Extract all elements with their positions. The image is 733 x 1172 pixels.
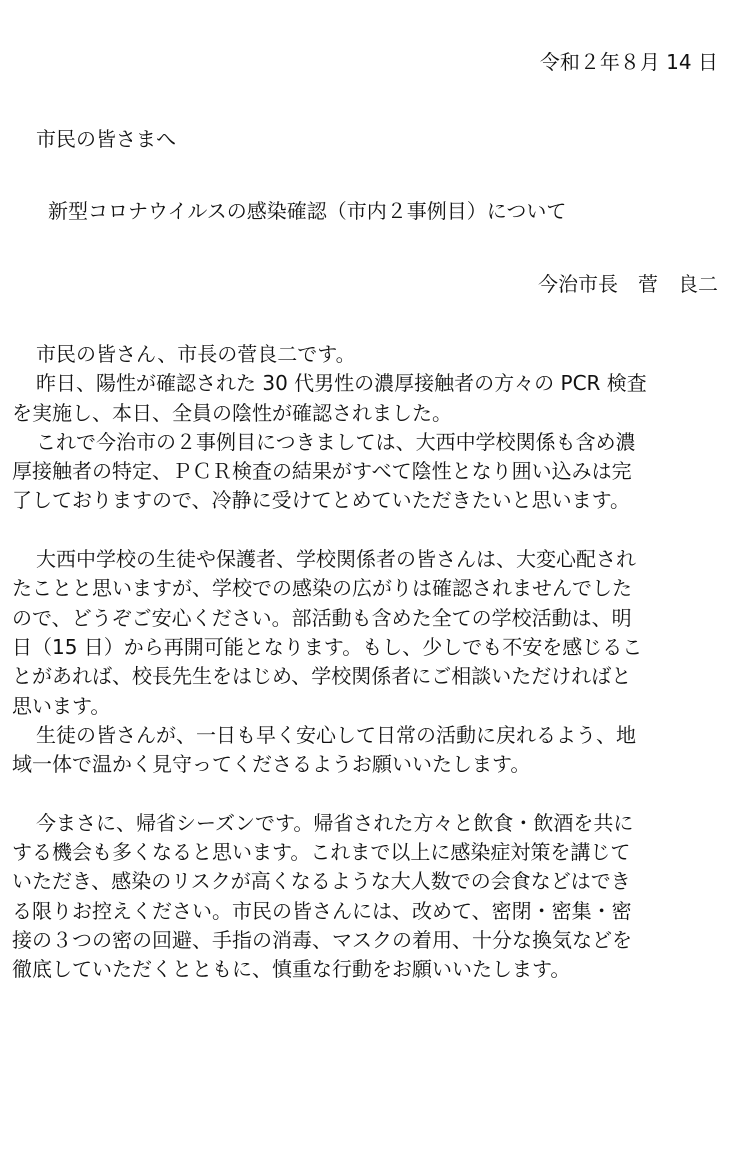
text-line: いただき、感染のリスクが高くなるような大人数での会食などはでき	[12, 869, 631, 894]
text-line: 市民の皆さん、市長の菅良二です。	[36, 342, 356, 366]
text-line: 生徒の皆さんが、一日も早く安心して日常の活動に戻れるよう、地	[36, 722, 636, 747]
text-line: 昨日、陽性が確認された 30 代男性の濃厚接触者の方々の PCR 検査	[36, 371, 647, 396]
document-subject: 新型コロナウイルスの感染確認（市内２事例目）について	[48, 199, 567, 223]
text-line: とがあれば、校長先生をはじめ、学校関係者にご相談いただければと	[12, 664, 632, 689]
text-line: する機会も多くなると思います。これまで以上に感染症対策を講じて	[12, 840, 631, 865]
text-line: 大西中学校の生徒や保護者、学校関係者の皆さんは、大変心配され	[36, 547, 636, 572]
text-line: 日（15 日）から再開可能となります。もし、少しでも不安を感じるこ	[12, 634, 643, 659]
addressee: 市民の皆さまへ	[36, 127, 176, 151]
signature: 今治市長 菅 良二	[538, 272, 718, 296]
paragraph-community	[12, 721, 718, 780]
paragraph-homecoming	[12, 809, 718, 985]
paragraph-containment	[12, 428, 718, 516]
text-line: これで今治市の２事例目につきましては、大西中学校関係も含め濃	[36, 429, 636, 454]
paragraph-school	[12, 545, 718, 721]
text-line: たことと思いますが、学校での感染の広がりは確認されませんでした	[12, 576, 632, 601]
text-line: 今まさに、帰省シーズンです。帰省された方々と飲食・飲酒を共に	[36, 810, 634, 835]
text-line: 域一体で温かく見守ってくださるようお願いいたします。	[12, 752, 531, 777]
document-date: 令和２年８月 14 日	[539, 50, 718, 74]
text-line: 接の３つの密の回避、手指の消毒、マスクの着用、十分な換気などを	[12, 927, 632, 952]
paragraph-greeting	[12, 340, 718, 369]
text-line: る限りお控えください。市民の皆さんには、改めて、密閉・密集・密	[12, 898, 632, 923]
text-line: 思います。	[12, 693, 111, 718]
paragraph-pcr-results	[12, 369, 718, 428]
document-body	[12, 340, 718, 985]
text-line: ので、どうぞご安心ください。部活動も含めた全ての学校活動は、明	[12, 605, 632, 630]
text-line: を実施し、本日、全員の陰性が確認されました。	[12, 400, 452, 425]
document-page	[12, 0, 718, 1172]
text-line: 了しておりますので、冷静に受けてとめていただきたいと思います。	[12, 488, 630, 513]
text-line: 徹底していただくとともに、慎重な行動をお願いいたします。	[12, 957, 571, 982]
paragraph-spacer	[12, 779, 718, 808]
text-line: 厚接触者の特定、ＰＣＲ検査の結果がすべて陰性となり囲い込みは完	[12, 459, 632, 484]
paragraph-spacer	[12, 516, 718, 545]
